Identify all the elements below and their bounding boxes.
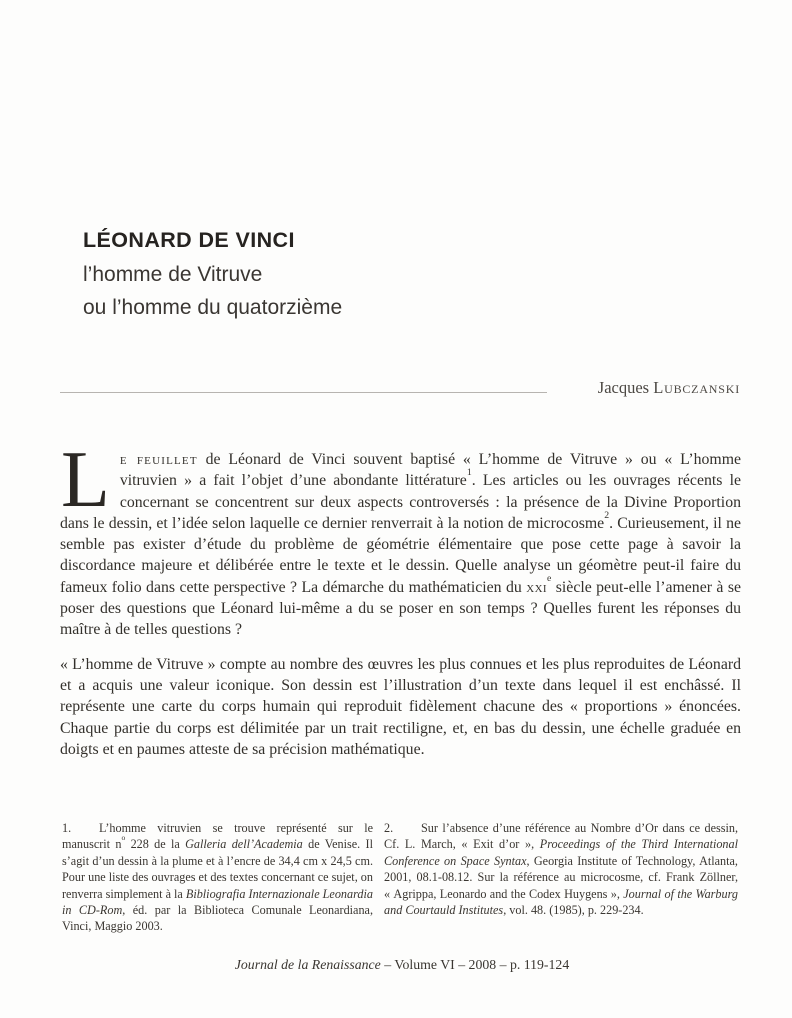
- article-body: [60, 436, 742, 760]
- footnote-1: [62, 820, 373, 935]
- century-ordinal: e: [547, 573, 552, 585]
- byline-rule: [60, 392, 547, 393]
- ordinal-o: o: [121, 833, 126, 843]
- footnote-1-text: L’homme vitruvien se trouve représenté sur le manuscrit n: [62, 821, 373, 852]
- article-title: LÉONARD DE VINCI: [83, 228, 295, 252]
- article-subtitle-line-2: ou l’homme du quatorzième: [83, 296, 343, 319]
- footnote-ref-1: 1: [466, 466, 472, 478]
- paragraph-1: [60, 436, 742, 641]
- journal-name: Journal de la Renaissance: [234, 957, 381, 972]
- paragraph-1-text: . Curieusement, il ne semble pas exister d’étude du problème de géométrie élémentaire que pose cette page à savoir la discordance majeure et délibérée entre le texte et le dessin. Quelle analyse un géomètre peut-il faire du fameux folio dans cette perspective ? La démarche du mathématicien du: [60, 514, 741, 596]
- paragraph-1-text: siècle peut-elle l’amener à se poser des questions que Léonard lui-même a du se poser en son temps ? Quelles furent les réponses du maître à de telles questions ?: [60, 578, 741, 639]
- century-small-caps: xxi: [526, 578, 547, 596]
- byline: [60, 378, 740, 398]
- footnotes: [62, 820, 738, 935]
- article-title-block: [83, 227, 342, 324]
- footnote-2-text: , Georgia Institute of Technology, Atlanta, 2001, 08.1-08.12. Sur la référence au microcosme, cf. Frank Zöllner, « Agrippa, Leonardo and the Codex Huygens »,: [384, 853, 738, 901]
- drop-cap: L: [61, 436, 110, 524]
- cited-work-title: Journal of the Warburg and Courtauld Institutes: [384, 886, 738, 918]
- author-last-name: Lubczanski: [653, 378, 740, 397]
- cited-work-title: Galleria dell’Academia: [185, 837, 303, 852]
- footnote-2-number: 2.: [384, 821, 394, 835]
- author-first-name: Jacques: [597, 378, 654, 397]
- footnote-1-number: 1.: [62, 821, 72, 835]
- lead-small-caps: e feuillet: [119, 451, 198, 468]
- cited-work-title: Proceedings of the Third International Conference on Space Syntax: [384, 837, 739, 868]
- paragraph-2: « L’homme de Vitruve » compte au nombre des œuvres les plus connues et les plus reproduites de Léonard et a acquis une valeur iconique. Son dessin est l’illustration d’un texte dans lequel il est enchâssé. Il représente une carte du corps humain qui reproduit fidèlement chacune des « proportions » énoncées. Chaque partie du corps est délimitée par un trait rectiligne, et, en bas du dessin, une échelle graduée en doigts et en paumes atteste de sa précision mathématique.: [60, 655, 741, 758]
- footnote-2: [384, 820, 738, 935]
- footer-volume-info: – Volume VI – 2008 – p. 119-124: [380, 957, 570, 972]
- footnote-2-text: Sur l’absence d’une référence au Nombre d’Or dans ce dessin, Cf. L. March, « Exit d’or »,: [384, 821, 738, 852]
- footnote-1-text: 228 de la: [125, 837, 186, 852]
- paragraph-1-text: de Léonard de Vinci souvent baptisé « L’homme de Vitruve » ou « L’homme vitruvien » a fait l’objet d’une abondante littérature: [119, 451, 742, 490]
- article-subtitle-line-1: l’homme de Vitruve: [83, 263, 263, 286]
- journal-footer: [62, 957, 742, 973]
- footnote-ref-2: 2: [604, 509, 610, 521]
- footnote-1-text: de Venise. Il s’agit d’un dessin à la plume et à l’encre de 34,4 cm x 24,5 cm. Pour une liste des ouvrages et des textes concernant ce sujet, on renverra simplement à la: [62, 837, 373, 901]
- footnote-2-text: , vol. 48. (1985), p. 229-234.: [503, 903, 644, 918]
- paragraph-1-text: . Les articles ou les ouvrages récents le concernant se concentrent sur deux aspects controversés : la présence de la Divine Proportion dans le dessin, et l’idée selon laquelle ce dernier renverrait à la notion de microcosme: [60, 472, 741, 532]
- footnote-1-text: , éd. par la Biblioteca Comunale Leonardiana, Vinci, Maggio 2003.: [62, 903, 374, 934]
- author-name: [547, 378, 740, 398]
- cited-work-title: Bibliografia Internazionale Leonardia in CD-Rom: [62, 886, 373, 918]
